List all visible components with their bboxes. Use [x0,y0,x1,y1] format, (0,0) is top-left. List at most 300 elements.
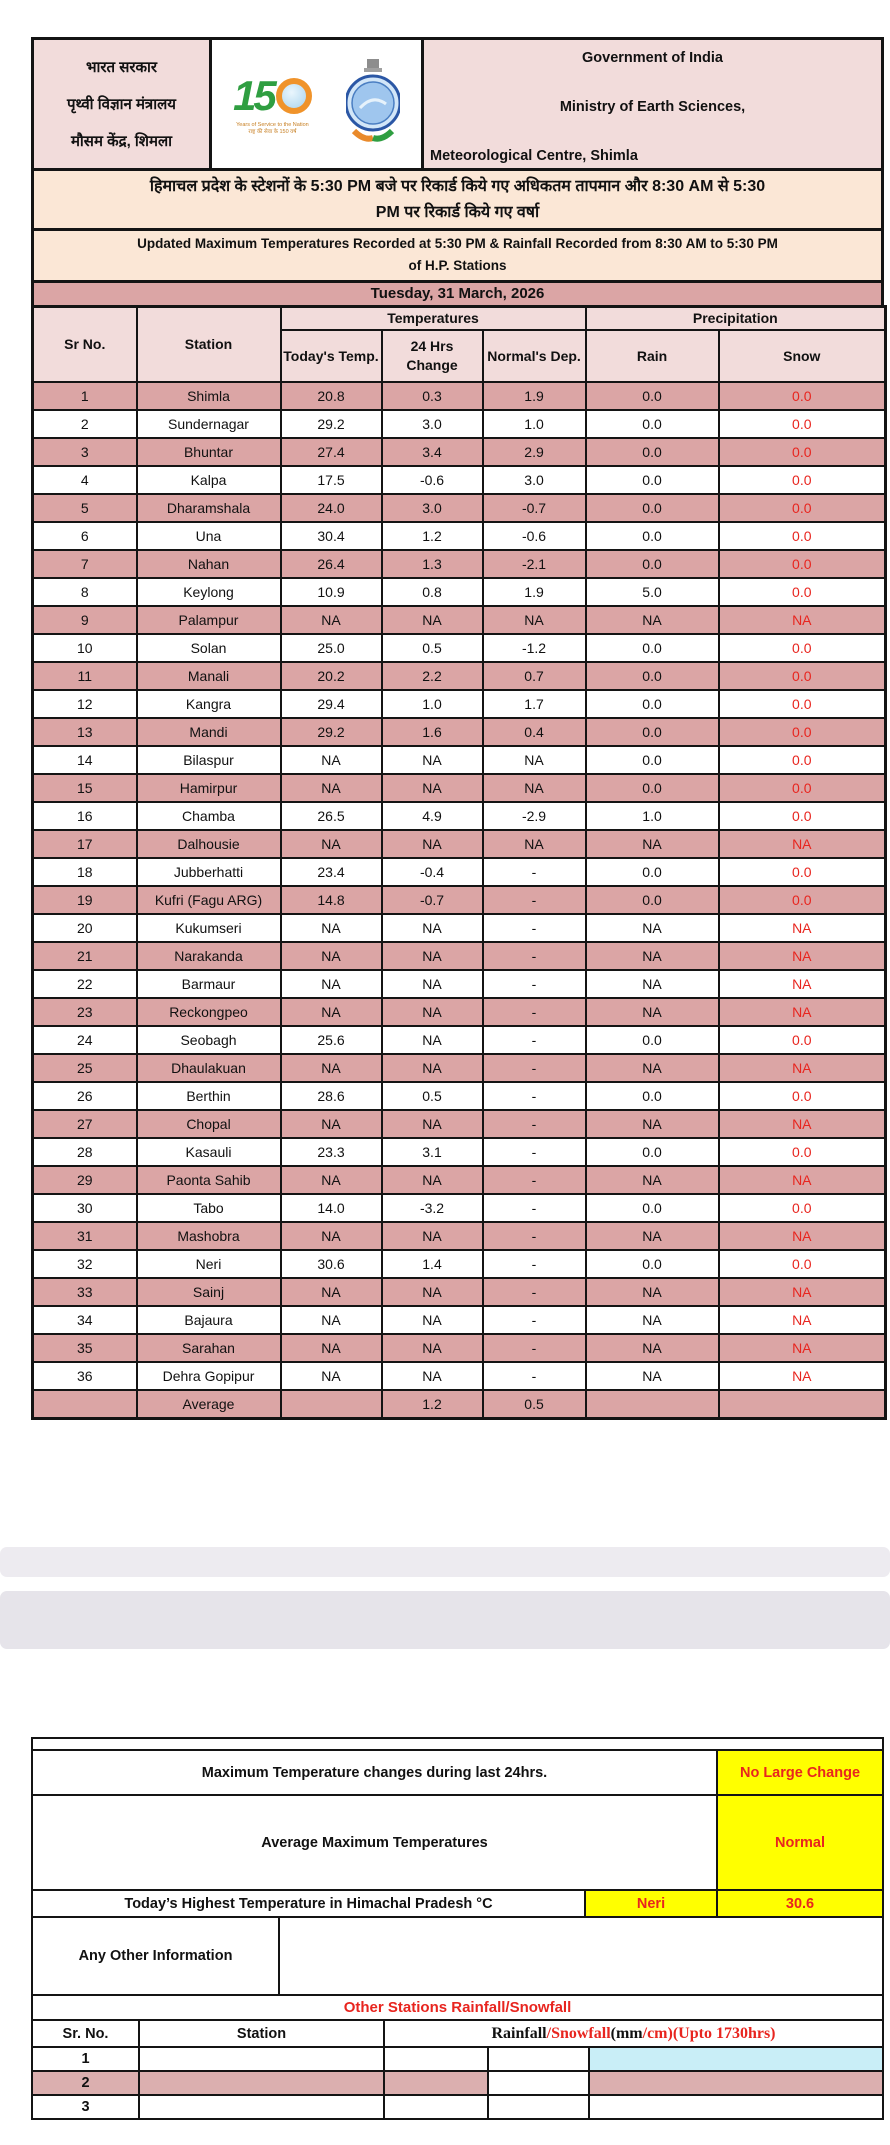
other-row-value [588,2094,884,2120]
table-row [33,438,886,466]
header-english-line: Ministry of Earth Sciences, [559,99,746,115]
snow-value: 0.0 [719,410,886,438]
todays-temp: 30.4 [281,522,382,550]
rain-value: 0.0 [586,522,719,550]
snow-value: 0.0 [719,802,886,830]
rain-value: NA [586,1110,719,1138]
24hrs-change: NA [382,606,483,634]
sr-no: 29 [33,1166,137,1194]
header-english-block [424,40,881,168]
sr-no: 11 [33,662,137,690]
station-name: Sarahan [137,1334,281,1362]
sr-no: 24 [33,1026,137,1054]
station-name: Berthin [137,1082,281,1110]
24hrs-change: 1.4 [382,1250,483,1278]
page-separator [0,1547,890,1577]
station-name: Kalpa [137,466,281,494]
sr-no: 19 [33,886,137,914]
table-row [33,662,886,690]
snow-value: 0.0 [719,1250,886,1278]
max-change-value: No Large Change [716,1749,884,1796]
header-logo-block [212,40,424,168]
table-row [33,690,886,718]
150-years-logo-icon: 15 Years of Service to the Nation राष्ट्र की सेवा के 150 वर्ष [233,72,312,136]
col-header-normals-dep: Normal's Dep. [483,330,586,382]
150-globe-icon [276,78,312,114]
sr-no: 22 [33,970,137,998]
stations-table [31,305,887,1420]
todays-temp: 25.6 [281,1026,382,1054]
table-row [33,970,886,998]
table-row [33,522,886,550]
24hrs-change: 2.2 [382,662,483,690]
table-row [33,1110,886,1138]
table-row [33,1362,886,1390]
normals-dep: - [483,1334,586,1362]
snow-value: NA [719,1306,886,1334]
other-stations-title: Other Stations Rainfall/Snowfall [31,1994,884,2021]
sr-no: 25 [33,1054,137,1082]
snow-value: 0.0 [719,438,886,466]
other-info-value [278,1916,884,1996]
rain-value: NA [586,1054,719,1082]
rain-value: 0.0 [586,886,719,914]
sr-no: 3 [33,438,137,466]
todays-temp: NA [281,998,382,1026]
snow-value: 0.0 [719,1026,886,1054]
snow-value: 0.0 [719,662,886,690]
snow-value: 0.0 [719,634,886,662]
other-station-row [31,2070,884,2096]
table-row [33,802,886,830]
other-station-header: Station [138,2019,385,2048]
table-row [33,858,886,886]
sr-no: 33 [33,1278,137,1306]
sr-no: 9 [33,606,137,634]
normals-dep: - [483,1278,586,1306]
todays-temp: 28.6 [281,1082,382,1110]
highest-temp-station: Neri [584,1889,718,1918]
table-row [33,606,886,634]
rain-value: NA [586,1362,719,1390]
station-name: Mandi [137,718,281,746]
24hrs-change: -0.6 [382,466,483,494]
station-name: Palampur [137,606,281,634]
station-name: Dehra Gopipur [137,1362,281,1390]
station-name: Kukumseri [137,914,281,942]
rain-value: NA [586,970,719,998]
sr-no: 16 [33,802,137,830]
station-name: Chopal [137,1110,281,1138]
sr-no: 12 [33,690,137,718]
snow-value: 0.0 [719,746,886,774]
table-row [33,1026,886,1054]
other-row-value [588,2046,884,2072]
snow-value: 0.0 [719,522,886,550]
24hrs-change: NA [382,1278,483,1306]
rain-value: 0.0 [586,1194,719,1222]
normals-dep: - [483,1250,586,1278]
snow-value: NA [719,1166,886,1194]
table-row [33,1082,886,1110]
station-name: Kasauli [137,1138,281,1166]
sr-no: 4 [33,466,137,494]
snow-value: NA [719,942,886,970]
avg-max-value: Normal [716,1794,884,1891]
24hrs-change: NA [382,1362,483,1390]
snow-value: NA [719,998,886,1026]
page-separator [0,1591,890,1649]
station-name: Bilaspur [137,746,281,774]
normals-dep: -2.9 [483,802,586,830]
todays-temp: 20.2 [281,662,382,690]
header-hindi-line: मौसम केंद्र, शिमला [70,133,173,151]
todays-temp: NA [281,1110,382,1138]
other-info-row [31,1916,884,1996]
rain-value: NA [586,942,719,970]
24hrs-change: 3.1 [382,1138,483,1166]
todays-temp: NA [281,1306,382,1334]
snow-value: 0.0 [719,774,886,802]
normals-dep: - [483,1138,586,1166]
rain-value: 0.0 [586,634,719,662]
normals-dep: - [483,998,586,1026]
sr-no: 21 [33,942,137,970]
sr-no: 10 [33,634,137,662]
table-row [33,382,886,410]
col-header-24hrs-change: 24 Hrs Change [382,330,483,382]
rain-value: 0.0 [586,718,719,746]
sr-no: 28 [33,1138,137,1166]
sr-no: 2 [33,410,137,438]
todays-temp: 14.8 [281,886,382,914]
table-row [33,998,886,1026]
average-snow-empty [719,1390,886,1418]
normals-dep: 1.9 [483,578,586,606]
header-hindi-block [34,40,212,168]
rain-value: 0.0 [586,438,719,466]
24hrs-change: NA [382,942,483,970]
header-hindi-line: भारत सरकार [85,58,158,76]
rain-value: NA [586,830,719,858]
rainfall-snowfall-header: Rainfall /Snowfall (mm /cm) (Upto 1730hrs) [383,2019,884,2048]
sr-no: 7 [33,550,137,578]
col-header-todays-temp: Today's Temp. [281,330,382,382]
snow-value: NA [719,830,886,858]
table-row [33,1278,886,1306]
24hrs-change: 1.6 [382,718,483,746]
other-row-station [138,2094,385,2120]
rain-value: NA [586,1334,719,1362]
normals-dep: - [483,1194,586,1222]
station-name: Nahan [137,550,281,578]
todays-temp: NA [281,830,382,858]
24hrs-change: NA [382,1110,483,1138]
snow-value: NA [719,606,886,634]
todays-temp: NA [281,774,382,802]
sr-no: 1 [33,382,137,410]
title-hindi: हिमाचल प्रदेश के स्टेशनों के 5:30 PM बजे पर रिकार्ड किये गए अधिकतम तापमान और 8:30 AM से 5:30 PM पर रिकार्ड किये गए वर्षा [31,171,884,231]
station-name: Una [137,522,281,550]
todays-temp: NA [281,606,382,634]
other-stations-header-row [31,2019,884,2048]
24hrs-change: 0.3 [382,382,483,410]
sr-no: 6 [33,522,137,550]
snow-value: NA [719,1362,886,1390]
average-row [33,1390,886,1418]
group-header-temperatures: Temperatures [281,306,586,330]
todays-temp: NA [281,1278,382,1306]
normals-dep: - [483,942,586,970]
other-row-sr: 1 [31,2046,140,2072]
normals-dep: 0.4 [483,718,586,746]
todays-temp: 27.4 [281,438,382,466]
todays-temp: 29.4 [281,690,382,718]
snow-value: NA [719,970,886,998]
avg-max-row [31,1794,884,1891]
sr-no: 13 [33,718,137,746]
normals-dep: - [483,1110,586,1138]
snow-value: 0.0 [719,382,886,410]
normals-dep: - [483,858,586,886]
station-name: Sainj [137,1278,281,1306]
24hrs-change: NA [382,1334,483,1362]
todays-temp: 26.5 [281,802,382,830]
table-row [33,1334,886,1362]
normals-dep: -0.7 [483,494,586,522]
header-english-line: Government of India [582,50,723,66]
24hrs-change: 3.4 [382,438,483,466]
24hrs-change: NA [382,1054,483,1082]
station-rows [33,382,886,1390]
table-row [33,1138,886,1166]
sr-no: 17 [33,830,137,858]
24hrs-change: 0.8 [382,578,483,606]
rain-value: 0.0 [586,494,719,522]
station-name: Bhuntar [137,438,281,466]
station-name: Jubberhatti [137,858,281,886]
todays-temp: NA [281,970,382,998]
normals-dep: - [483,1222,586,1250]
other-row-value [588,2070,884,2096]
sr-no: 26 [33,1082,137,1110]
rain-value: 0.0 [586,550,719,578]
average-temp-empty [281,1390,382,1418]
normals-dep: -1.2 [483,634,586,662]
24hrs-change: NA [382,1222,483,1250]
table-row [33,774,886,802]
24hrs-change: NA [382,1306,483,1334]
station-name: Kangra [137,690,281,718]
station-name: Narakanda [137,942,281,970]
snow-value: 0.0 [719,858,886,886]
rain-value: 0.0 [586,1138,719,1166]
document-header [31,37,884,171]
24hrs-change: NA [382,830,483,858]
snow-value: 0.0 [719,550,886,578]
sr-no: 36 [33,1362,137,1390]
sr-no: 5 [33,494,137,522]
other-row-sr: 3 [31,2094,140,2120]
other-sr-header: Sr. No. [31,2019,140,2048]
sr-no: 32 [33,1250,137,1278]
station-name: Dhaulakuan [137,1054,281,1082]
average-sr-empty [33,1390,137,1418]
rain-value: 0.0 [586,774,719,802]
normals-dep: 3.0 [483,466,586,494]
rain-value: NA [586,1278,719,1306]
normals-dep: -2.1 [483,550,586,578]
todays-temp: 25.0 [281,634,382,662]
other-stations-title-row [31,1994,884,2021]
snow-value: NA [719,1278,886,1306]
rain-value: 0.0 [586,410,719,438]
sr-no: 20 [33,914,137,942]
snow-value: 0.0 [719,1194,886,1222]
todays-temp: 26.4 [281,550,382,578]
snow-value: NA [719,914,886,942]
todays-temp: 17.5 [281,466,382,494]
todays-temp: NA [281,746,382,774]
other-station-row [31,2046,884,2072]
highest-temp-row [31,1889,884,1918]
other-row-station [138,2046,385,2072]
todays-temp: 23.3 [281,1138,382,1166]
24hrs-change: 3.0 [382,410,483,438]
station-name: Sundernagar [137,410,281,438]
normals-dep: NA [483,830,586,858]
table-row [33,1166,886,1194]
snow-value: 0.0 [719,886,886,914]
average-24hrs-change: 1.2 [382,1390,483,1418]
normals-dep: 2.9 [483,438,586,466]
24hrs-change: -0.7 [382,886,483,914]
col-header-snow: Snow [719,330,886,382]
table-row [33,886,886,914]
header-english-line: Meteorological Centre, Shimla [430,148,638,164]
bulletin-document [31,37,884,1420]
normals-dep: - [483,1166,586,1194]
table-row [33,494,886,522]
station-name: Shimla [137,382,281,410]
other-info-label: Any Other Information [31,1916,280,1996]
station-name: Neri [137,1250,281,1278]
average-label: Average [137,1390,281,1418]
highest-temp-value: 30.6 [716,1889,884,1918]
24hrs-change: 4.9 [382,802,483,830]
sr-no: 35 [33,1334,137,1362]
sr-no: 14 [33,746,137,774]
todays-temp: NA [281,1334,382,1362]
table-row [33,550,886,578]
todays-temp: 29.2 [281,718,382,746]
station-name: Paonta Sahib [137,1166,281,1194]
sr-no: 34 [33,1306,137,1334]
col-header-sr: Sr No. [33,306,137,382]
24hrs-change: NA [382,914,483,942]
24hrs-change: -3.2 [382,1194,483,1222]
24hrs-change: 3.0 [382,494,483,522]
station-name: Barmaur [137,970,281,998]
rain-value: 0.0 [586,382,719,410]
normals-dep: NA [483,606,586,634]
todays-temp: 23.4 [281,858,382,886]
rain-value: 0.0 [586,1082,719,1110]
station-name: Kufri (Fagu ARG) [137,886,281,914]
group-header-precipitation: Precipitation [586,306,886,330]
24hrs-change: 0.5 [382,1082,483,1110]
table-row [33,1054,886,1082]
snow-value: 0.0 [719,1138,886,1166]
normals-dep: - [483,914,586,942]
normals-dep: NA [483,746,586,774]
normals-dep: NA [483,774,586,802]
snow-value: 0.0 [719,494,886,522]
rain-value: 0.0 [586,1250,719,1278]
sr-no: 15 [33,774,137,802]
rain-value: NA [586,606,719,634]
snow-value: 0.0 [719,1082,886,1110]
col-header-rain: Rain [586,330,719,382]
rain-value: NA [586,1222,719,1250]
rain-value: 5.0 [586,578,719,606]
rain-value: 0.0 [586,662,719,690]
normals-dep: 1.0 [483,410,586,438]
table-row [33,578,886,606]
todays-temp: 10.9 [281,578,382,606]
todays-temp: 30.6 [281,1250,382,1278]
24hrs-change: 1.2 [382,522,483,550]
rain-value: 0.0 [586,466,719,494]
snow-value: NA [719,1054,886,1082]
rain-value: NA [586,1306,719,1334]
table-row [33,1306,886,1334]
station-name: Dalhousie [137,830,281,858]
24hrs-change: NA [382,998,483,1026]
imd-emblem-icon [346,58,400,150]
todays-temp: NA [281,1054,382,1082]
title-english: Updated Maximum Temperatures Recorded at 5:30 PM & Rainfall Recorded from 8:30 AM to 5:30 PM of H.P. Stations [31,231,884,283]
table-row [33,718,886,746]
station-name: Dharamshala [137,494,281,522]
rain-value: NA [586,1166,719,1194]
snow-value: NA [719,1334,886,1362]
average-normals-dep: 0.5 [483,1390,586,1418]
max-change-row [31,1749,884,1796]
normals-dep: 1.7 [483,690,586,718]
avg-max-label: Average Maximum Temperatures [31,1794,718,1891]
sr-no: 31 [33,1222,137,1250]
station-name: Solan [137,634,281,662]
normals-dep: - [483,970,586,998]
station-name: Tabo [137,1194,281,1222]
station-name: Seobagh [137,1026,281,1054]
station-name: Reckongpeo [137,998,281,1026]
normals-dep: - [483,886,586,914]
normals-dep: -0.6 [483,522,586,550]
table-row [33,746,886,774]
normals-dep: 1.9 [483,382,586,410]
sr-no: 23 [33,998,137,1026]
max-change-label: Maximum Temperature changes during last 24hrs. [31,1749,718,1796]
rain-value: 0.0 [586,690,719,718]
24hrs-change: NA [382,1026,483,1054]
24hrs-change: NA [382,970,483,998]
snow-value: NA [719,1110,886,1138]
station-name: Mashobra [137,1222,281,1250]
station-name: Chamba [137,802,281,830]
station-name: Hamirpur [137,774,281,802]
